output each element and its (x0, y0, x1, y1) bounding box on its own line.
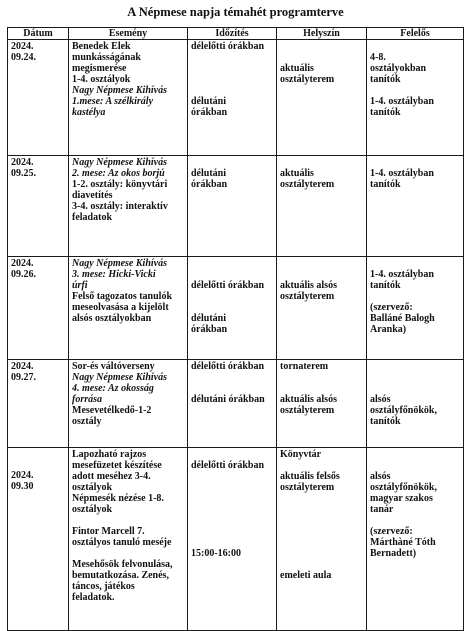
event-cell (69, 360, 188, 448)
event-line: táncos, játékos (72, 581, 135, 592)
responsible-line: osztályfőnökök, (370, 405, 437, 416)
timing-line: órákban (191, 324, 228, 335)
location-line: osztályterem (280, 405, 335, 416)
timing-cell (188, 257, 277, 360)
responsible-cell (367, 360, 464, 448)
event-line: bemutatkozása. Zenés, (72, 570, 169, 581)
location-cell (277, 257, 367, 360)
responsible-line: 4-8. (370, 52, 386, 63)
event-line: 3. mese: Hicki-Vicki (72, 269, 156, 280)
location-cell (277, 40, 367, 156)
responsible-line: Bernadett) (370, 548, 417, 559)
event-cell (69, 448, 188, 631)
header-date: Dátum (8, 28, 69, 40)
responsible-cell (367, 40, 464, 156)
responsible-line: Balláné Balogh (370, 313, 435, 324)
date-day: 09.27. (11, 372, 36, 383)
event-line: Nagy Népmese Kihívás (72, 258, 167, 269)
program-table (7, 27, 464, 631)
event-line: Fintor Marcell 7. (72, 526, 145, 537)
event-line: 4. mese: Az okosság (72, 383, 154, 394)
responsible-cell (367, 257, 464, 360)
event-line: 1-2. osztály: könyvtári (72, 179, 168, 190)
event-line: Mesevetélkedő-1-2 (72, 405, 152, 416)
table-row (8, 360, 464, 448)
event-line: osztályok (72, 482, 112, 493)
timing-line: délelőtti órákban (191, 280, 265, 291)
event-cell (69, 40, 188, 156)
header-event: Esemény (69, 28, 188, 40)
event-line: úrfi (72, 280, 88, 291)
event-line: alsós osztályokban (72, 313, 152, 324)
event-line: Népmesék nézése 1-8. (72, 493, 164, 504)
timing-line: délutáni (191, 313, 227, 324)
table-row (8, 156, 464, 257)
timing-line: délelőtti órákban (191, 41, 265, 52)
location-line: aktuális alsós (280, 280, 337, 291)
event-line: Nagy Népmese Kihívás (72, 157, 167, 168)
event-line: diavetítés (72, 190, 113, 201)
event-line: 2. mese: Az okos borjú (72, 168, 165, 179)
event-line: mesefüzetet készítése (72, 460, 162, 471)
event-line: 1-4. osztályok (72, 74, 131, 85)
event-line: megismerése (72, 63, 127, 74)
date-day: 09.24. (11, 52, 36, 63)
event-line: Felső tagozatos tanulók (72, 291, 172, 302)
page-title: A Népmese napja témahét programterve (127, 5, 344, 19)
location-line: emeleti aula (280, 570, 332, 581)
location-line: osztályterem (280, 291, 335, 302)
location-line: aktuális (280, 63, 314, 74)
timing-line: délelőtti órákban (191, 361, 265, 372)
event-line: munkásságának (72, 52, 141, 63)
location-line: aktuális alsós (280, 394, 337, 405)
event-line: 3-4. osztály: interaktív (72, 201, 168, 212)
responsible-line: magyar szakos (370, 493, 433, 504)
location-cell (277, 448, 367, 631)
event-line: meseolvasása a kijelölt (72, 302, 169, 313)
timing-cell (188, 448, 277, 631)
responsible-line: (szervező: (370, 302, 413, 313)
header-responsible: Felelős (367, 28, 464, 40)
date-day: 09.30 (11, 481, 34, 492)
event-line: osztályok (72, 504, 112, 515)
responsible-line: tanítók (370, 280, 401, 291)
timing-line: délelőtti órákban (191, 460, 265, 471)
timing-line: órákban (191, 179, 228, 190)
responsible-cell (367, 156, 464, 257)
location-line: Könyvtár (280, 449, 322, 460)
timing-line: délutáni (191, 96, 227, 107)
timing-cell (188, 156, 277, 257)
responsible-line: Márthàné Tóth (370, 537, 436, 548)
date-year: 2024. (11, 470, 34, 481)
event-line: osztályos tanuló meséje (72, 537, 172, 548)
date-cell (8, 448, 69, 631)
event-line: Nagy Népmese Kihívás (72, 372, 167, 383)
date-cell (8, 40, 69, 156)
responsible-line: Aranka) (370, 324, 407, 335)
table-row (8, 257, 464, 360)
responsible-line: osztályokban (370, 63, 427, 74)
location-cell (277, 156, 367, 257)
responsible-line: alsós (370, 394, 391, 405)
date-cell (8, 360, 69, 448)
event-line: 1.mese: A szélkirály (72, 96, 154, 107)
date-year: 2024. (11, 361, 34, 372)
date-cell (8, 156, 69, 257)
event-line: feladatok. (72, 592, 115, 603)
date-day: 09.25. (11, 168, 36, 179)
event-line: Lapozható rajzos (72, 449, 147, 460)
responsible-line: tanítók (370, 416, 401, 427)
responsible-line: tanítók (370, 179, 401, 190)
location-line: osztályterem (280, 179, 335, 190)
location-line: osztályterem (280, 482, 335, 493)
event-line: osztály (72, 416, 102, 427)
location-line: aktuális felsős (280, 471, 340, 482)
responsible-line: tanítók (370, 74, 401, 85)
location-line: osztályterem (280, 74, 335, 85)
responsible-line: 1-4. osztályban (370, 168, 434, 179)
date-day: 09.26. (11, 269, 36, 280)
location-line: aktuális (280, 168, 314, 179)
date-year: 2024. (11, 41, 34, 52)
event-line: adott meséhez 3-4. (72, 471, 151, 482)
date-year: 2024. (11, 258, 34, 269)
responsible-cell (367, 448, 464, 631)
event-line: Nagy Népmese Kihívás (72, 85, 167, 96)
date-cell (8, 257, 69, 360)
date-year: 2024. (11, 157, 34, 168)
event-line: Mesehősök felvonulása, (72, 559, 173, 570)
event-line: feladatok (72, 212, 112, 223)
header-location: Helyszín (277, 28, 367, 40)
responsible-line: tanítók (370, 107, 401, 118)
event-line: Benedek Elek (72, 41, 131, 52)
event-line: forrása (72, 394, 103, 405)
timing-line: délutáni (191, 168, 227, 179)
timing-cell (188, 40, 277, 156)
responsible-line: osztályfőnökök, (370, 482, 437, 493)
event-cell (69, 257, 188, 360)
header-timing: Időzítés (188, 28, 277, 40)
responsible-line: tanár (370, 504, 394, 515)
responsible-line: 1-4. osztályban (370, 96, 434, 107)
location-line: tornaterem (280, 361, 329, 372)
event-cell (69, 156, 188, 257)
timing-line: órákban (191, 107, 228, 118)
event-line: kastélya (72, 107, 106, 118)
timing-cell (188, 360, 277, 448)
table-row (8, 40, 464, 156)
responsible-line: alsós (370, 471, 391, 482)
timing-line: 15:00-16:00 (191, 548, 241, 559)
location-cell (277, 360, 367, 448)
event-line: Sor-és váltóverseny (72, 361, 155, 372)
timing-line: délutáni órákban (191, 394, 265, 405)
responsible-line: (szervező: (370, 526, 413, 537)
table-row (8, 448, 464, 631)
header-row (8, 28, 464, 40)
responsible-line: 1-4. osztályban (370, 269, 434, 280)
